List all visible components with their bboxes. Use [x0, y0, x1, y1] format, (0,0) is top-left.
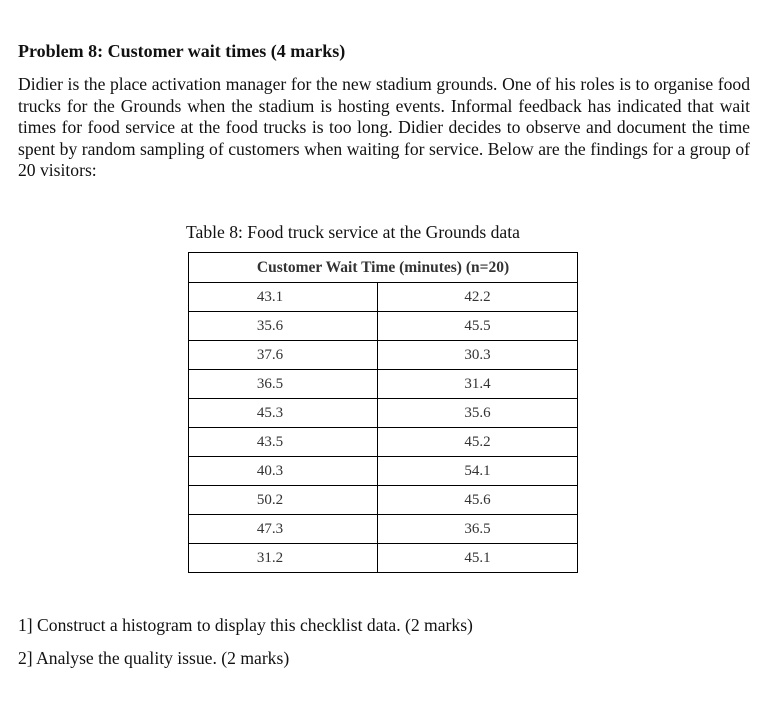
cell-value: 31.2	[256, 549, 284, 566]
table-cell	[189, 312, 378, 341]
table-header: Customer Wait Time (minutes) (n=20)	[189, 253, 578, 283]
table-cell: 31.4	[378, 370, 578, 399]
table-cell: 45.1	[378, 544, 578, 573]
table-cell: 36.5	[378, 515, 578, 544]
cell-value: 37.6	[256, 346, 284, 363]
cell-value: 35.6	[256, 317, 284, 334]
problem-title: Problem 8: Customer wait times (4 marks)	[18, 41, 346, 61]
table-cell: 30.3	[378, 341, 578, 370]
wait-time-table	[188, 252, 578, 573]
cell-value: 43.1	[256, 288, 284, 305]
table-cell: 45.5	[378, 312, 578, 341]
table-row	[189, 544, 578, 573]
table-cell	[189, 370, 378, 399]
table-cell	[189, 341, 378, 370]
table-row	[189, 283, 578, 312]
table-row	[189, 341, 578, 370]
table-cell: 54.1	[378, 457, 578, 486]
cell-value: 45.3	[256, 404, 284, 421]
table-cell	[189, 457, 378, 486]
table-cell: 35.6	[378, 399, 578, 428]
table-cell	[189, 428, 378, 457]
table-cell	[189, 283, 378, 312]
table-header-row	[189, 253, 578, 283]
table-row	[189, 515, 578, 544]
table-row	[189, 312, 578, 341]
table-row	[189, 457, 578, 486]
question-1: 1] Construct a histogram to display this checklist data. (2 marks)	[18, 615, 473, 635]
table-cell: 45.2	[378, 428, 578, 457]
table-cell	[189, 515, 378, 544]
table-cell	[189, 399, 378, 428]
table-row	[189, 428, 578, 457]
table-row	[189, 370, 578, 399]
cell-value: 50.2	[256, 491, 284, 508]
question-2: 2] Analyse the quality issue. (2 marks)	[18, 648, 290, 668]
cell-value: 40.3	[256, 462, 284, 479]
table-caption: Table 8: Food truck service at the Grounds data	[186, 222, 520, 242]
cell-value: 36.5	[256, 375, 284, 392]
cell-value: 47.3	[256, 520, 284, 537]
table-row	[189, 486, 578, 515]
table-row	[189, 399, 578, 428]
problem-intro: Didier is the place activation manager for the new stadium grounds. One of his roles is to organise food trucks for the Grounds when the stadium is hosting events. Informal feedback has indicated that wait times for food service at the food trucks is too long. Didier decides to observe and document the time spent by random sampling of customers when waiting for service. Below are the findings for a group of 20 visitors:	[18, 74, 750, 181]
table-cell	[189, 544, 378, 573]
table-cell	[189, 486, 378, 515]
table-cell: 45.6	[378, 486, 578, 515]
table-cell: 42.2	[378, 283, 578, 312]
cell-value: 43.5	[256, 433, 284, 450]
